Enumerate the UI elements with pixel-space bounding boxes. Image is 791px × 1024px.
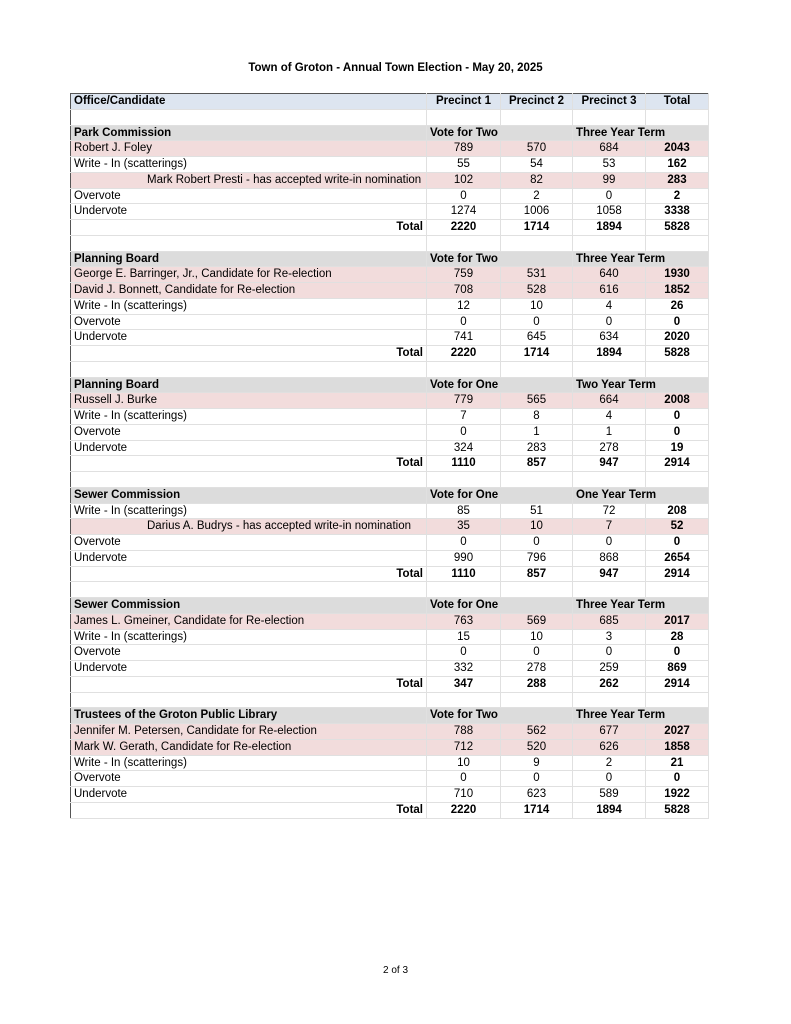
spacer-cell <box>71 109 427 125</box>
precinct-3-votes: 72 <box>573 503 646 519</box>
precinct-2-votes: 8 <box>501 409 573 425</box>
result-row <box>71 787 709 803</box>
header-office-candidate: Office/Candidate <box>71 94 427 110</box>
precinct-2-votes: 54 <box>501 157 573 173</box>
precinct-3-votes: 278 <box>573 440 646 456</box>
precinct-2-votes: 9 <box>501 755 573 771</box>
result-row <box>71 424 709 440</box>
total-votes: 0 <box>646 409 709 425</box>
precinct-3-total: 1894 <box>573 220 646 236</box>
spacer-cell <box>573 361 646 377</box>
precinct-1-votes: 788 <box>427 724 501 740</box>
spacer-row <box>71 235 709 251</box>
precinct-1-votes: 0 <box>427 535 501 551</box>
spacer-cell <box>646 692 709 708</box>
total-votes: 2043 <box>646 141 709 157</box>
total-votes: 1922 <box>646 787 709 803</box>
precinct-3-votes: 634 <box>573 330 646 346</box>
candidate-name: George E. Barringer, Jr., Candidate for Re-election <box>71 267 427 283</box>
precinct-2-votes: 51 <box>501 503 573 519</box>
total-row <box>71 220 709 236</box>
precinct-3-votes: 7 <box>573 519 646 535</box>
result-row <box>71 283 709 299</box>
precinct-2-votes: 10 <box>501 519 573 535</box>
spacer-cell <box>427 109 501 125</box>
precinct-2-votes: 1006 <box>501 204 573 220</box>
office-name: Park Commission <box>71 125 427 141</box>
total-votes: 208 <box>646 503 709 519</box>
total-votes: 19 <box>646 440 709 456</box>
total-votes: 0 <box>646 771 709 787</box>
precinct-3-votes: 685 <box>573 613 646 629</box>
term: Three Year Term <box>573 598 709 614</box>
spacer-cell <box>573 582 646 598</box>
precinct-2-votes: 0 <box>501 771 573 787</box>
spacer-cell <box>646 109 709 125</box>
precinct-3-total: 262 <box>573 676 646 692</box>
spacer-row <box>71 692 709 708</box>
precinct-2-votes: 531 <box>501 267 573 283</box>
page-title: Town of Groton - Annual Town Election - May 20, 2025 <box>248 62 543 74</box>
total-row <box>71 566 709 582</box>
precinct-3-votes: 0 <box>573 314 646 330</box>
precinct-2-votes: 82 <box>501 172 573 188</box>
result-row <box>71 645 709 661</box>
total-votes: 26 <box>646 298 709 314</box>
candidate-name: Darius A. Budrys - has accepted write-in nomination <box>71 519 427 535</box>
header-precinct-1: Precinct 1 <box>427 94 501 110</box>
total-label: Total <box>71 802 427 818</box>
result-row <box>71 440 709 456</box>
precinct-2-votes: 0 <box>501 314 573 330</box>
precinct-3-total: 947 <box>573 566 646 582</box>
header-precinct-3: Precinct 3 <box>573 94 646 110</box>
candidate-name: Russell J. Burke <box>71 393 427 409</box>
precinct-1-total: 2220 <box>427 346 501 362</box>
candidate-name: Jennifer M. Petersen, Candidate for Re-election <box>71 724 427 740</box>
total-row <box>71 676 709 692</box>
result-row <box>71 172 709 188</box>
precinct-1-total: 1110 <box>427 456 501 472</box>
precinct-1-votes: 708 <box>427 283 501 299</box>
candidate-name: Undervote <box>71 440 427 456</box>
precinct-2-votes: 796 <box>501 550 573 566</box>
precinct-3-votes: 0 <box>573 645 646 661</box>
vote-for: Vote for One <box>427 487 573 503</box>
total-votes: 21 <box>646 755 709 771</box>
precinct-3-votes: 677 <box>573 724 646 740</box>
candidate-name: James L. Gmeiner, Candidate for Re-election <box>71 613 427 629</box>
precinct-1-votes: 741 <box>427 330 501 346</box>
spacer-cell <box>501 472 573 488</box>
grand-total: 5828 <box>646 346 709 362</box>
spacer-row <box>71 472 709 488</box>
section-header-row <box>71 125 709 141</box>
total-label: Total <box>71 346 427 362</box>
spacer-cell <box>427 472 501 488</box>
precinct-3-votes: 1058 <box>573 204 646 220</box>
candidate-name: Write - In (scatterings) <box>71 409 427 425</box>
precinct-2-votes: 278 <box>501 661 573 677</box>
candidate-name: Overvote <box>71 645 427 661</box>
precinct-2-votes: 520 <box>501 739 573 755</box>
precinct-1-votes: 0 <box>427 645 501 661</box>
precinct-3-votes: 589 <box>573 787 646 803</box>
precinct-2-votes: 562 <box>501 724 573 740</box>
spacer-cell <box>501 361 573 377</box>
candidate-name: Overvote <box>71 771 427 787</box>
candidate-name: Robert J. Foley <box>71 141 427 157</box>
spacer-cell <box>427 582 501 598</box>
precinct-1-votes: 759 <box>427 267 501 283</box>
total-votes: 0 <box>646 424 709 440</box>
total-votes: 0 <box>646 645 709 661</box>
office-name: Sewer Commission <box>71 487 427 503</box>
precinct-3-votes: 616 <box>573 283 646 299</box>
candidate-name: Undervote <box>71 330 427 346</box>
candidate-name: Mark Robert Presti - has accepted write-in nomination <box>71 172 427 188</box>
precinct-1-votes: 779 <box>427 393 501 409</box>
precinct-1-votes: 0 <box>427 424 501 440</box>
precinct-1-votes: 10 <box>427 755 501 771</box>
total-row <box>71 802 709 818</box>
spacer-cell <box>501 582 573 598</box>
election-results-table <box>70 93 709 819</box>
term: Three Year Term <box>573 251 709 267</box>
total-label: Total <box>71 676 427 692</box>
result-row <box>71 157 709 173</box>
precinct-2-votes: 10 <box>501 629 573 645</box>
precinct-3-votes: 664 <box>573 393 646 409</box>
candidate-name: Write - In (scatterings) <box>71 629 427 645</box>
term: Two Year Term <box>573 377 709 393</box>
spacer-cell <box>501 692 573 708</box>
spacer-cell <box>573 692 646 708</box>
vote-for: Vote for Two <box>427 251 573 267</box>
result-row <box>71 298 709 314</box>
spacer-cell <box>501 235 573 251</box>
header-precinct-2: Precinct 2 <box>501 94 573 110</box>
total-votes: 2020 <box>646 330 709 346</box>
precinct-3-votes: 626 <box>573 739 646 755</box>
result-row <box>71 330 709 346</box>
vote-for: Vote for One <box>427 377 573 393</box>
precinct-1-votes: 35 <box>427 519 501 535</box>
precinct-2-votes: 0 <box>501 645 573 661</box>
candidate-name: Write - In (scatterings) <box>71 503 427 519</box>
precinct-1-votes: 0 <box>427 188 501 204</box>
precinct-2-total: 1714 <box>501 346 573 362</box>
spacer-cell <box>646 361 709 377</box>
precinct-3-votes: 53 <box>573 157 646 173</box>
precinct-2-votes: 570 <box>501 141 573 157</box>
precinct-1-total: 1110 <box>427 566 501 582</box>
spacer-cell <box>573 472 646 488</box>
section-header-row <box>71 598 709 614</box>
total-votes: 3338 <box>646 204 709 220</box>
result-row <box>71 724 709 740</box>
total-label: Total <box>71 220 427 236</box>
total-votes: 2017 <box>646 613 709 629</box>
term: One Year Term <box>573 487 709 503</box>
result-row <box>71 188 709 204</box>
precinct-2-votes: 623 <box>501 787 573 803</box>
precinct-1-votes: 332 <box>427 661 501 677</box>
result-row <box>71 267 709 283</box>
grand-total: 2914 <box>646 676 709 692</box>
precinct-2-votes: 0 <box>501 535 573 551</box>
candidate-name: Overvote <box>71 424 427 440</box>
spacer-cell <box>71 582 427 598</box>
result-row <box>71 771 709 787</box>
candidate-name: Write - In (scatterings) <box>71 755 427 771</box>
precinct-1-votes: 0 <box>427 314 501 330</box>
spacer-cell <box>427 361 501 377</box>
result-row <box>71 204 709 220</box>
precinct-2-votes: 283 <box>501 440 573 456</box>
precinct-2-votes: 2 <box>501 188 573 204</box>
precinct-1-votes: 1274 <box>427 204 501 220</box>
precinct-1-votes: 990 <box>427 550 501 566</box>
total-votes: 1858 <box>646 739 709 755</box>
vote-for: Vote for Two <box>427 708 573 724</box>
candidate-name: Undervote <box>71 787 427 803</box>
precinct-3-votes: 4 <box>573 409 646 425</box>
precinct-1-total: 2220 <box>427 802 501 818</box>
office-name: Sewer Commission <box>71 598 427 614</box>
precinct-2-votes: 565 <box>501 393 573 409</box>
spacer-row <box>71 582 709 598</box>
header-row <box>71 94 709 110</box>
candidate-name: Undervote <box>71 550 427 566</box>
spacer-cell <box>71 692 427 708</box>
result-row <box>71 613 709 629</box>
precinct-2-total: 857 <box>501 456 573 472</box>
total-votes: 28 <box>646 629 709 645</box>
result-row <box>71 535 709 551</box>
term: Three Year Term <box>573 125 709 141</box>
total-votes: 1852 <box>646 283 709 299</box>
result-row <box>71 629 709 645</box>
precinct-2-votes: 10 <box>501 298 573 314</box>
total-label: Total <box>71 456 427 472</box>
total-row <box>71 346 709 362</box>
total-votes: 2 <box>646 188 709 204</box>
result-row <box>71 393 709 409</box>
section-header-row <box>71 251 709 267</box>
total-votes: 0 <box>646 314 709 330</box>
candidate-name: David J. Bonnett, Candidate for Re-election <box>71 283 427 299</box>
precinct-2-votes: 528 <box>501 283 573 299</box>
total-row <box>71 456 709 472</box>
candidate-name: Mark W. Gerath, Candidate for Re-election <box>71 739 427 755</box>
result-row <box>71 141 709 157</box>
total-label: Total <box>71 566 427 582</box>
grand-total: 5828 <box>646 802 709 818</box>
office-name: Planning Board <box>71 251 427 267</box>
precinct-3-total: 947 <box>573 456 646 472</box>
candidate-name: Undervote <box>71 661 427 677</box>
precinct-2-votes: 1 <box>501 424 573 440</box>
total-votes: 2008 <box>646 393 709 409</box>
spacer-cell <box>427 235 501 251</box>
candidate-name: Undervote <box>71 204 427 220</box>
result-row <box>71 739 709 755</box>
spacer-cell <box>573 235 646 251</box>
total-votes: 162 <box>646 157 709 173</box>
precinct-1-votes: 324 <box>427 440 501 456</box>
precinct-3-votes: 99 <box>573 172 646 188</box>
precinct-1-votes: 763 <box>427 613 501 629</box>
precinct-3-votes: 2 <box>573 755 646 771</box>
spacer-cell <box>71 361 427 377</box>
precinct-1-votes: 85 <box>427 503 501 519</box>
candidate-name: Overvote <box>71 314 427 330</box>
total-votes: 869 <box>646 661 709 677</box>
candidate-name: Overvote <box>71 535 427 551</box>
vote-for: Vote for One <box>427 598 573 614</box>
precinct-3-votes: 0 <box>573 535 646 551</box>
precinct-2-total: 1714 <box>501 220 573 236</box>
precinct-3-votes: 4 <box>573 298 646 314</box>
precinct-1-votes: 7 <box>427 409 501 425</box>
office-name: Trustees of the Groton Public Library <box>71 708 427 724</box>
grand-total: 2914 <box>646 456 709 472</box>
precinct-2-votes: 569 <box>501 613 573 629</box>
total-votes: 0 <box>646 535 709 551</box>
result-row <box>71 755 709 771</box>
precinct-1-votes: 102 <box>427 172 501 188</box>
total-votes: 52 <box>646 519 709 535</box>
vote-for: Vote for Two <box>427 125 573 141</box>
precinct-1-votes: 0 <box>427 771 501 787</box>
spacer-cell <box>501 109 573 125</box>
total-votes: 2027 <box>646 724 709 740</box>
precinct-1-votes: 712 <box>427 739 501 755</box>
spacer-cell <box>71 235 427 251</box>
header-total: Total <box>646 94 709 110</box>
result-row <box>71 503 709 519</box>
precinct-2-votes: 645 <box>501 330 573 346</box>
precinct-3-votes: 1 <box>573 424 646 440</box>
grand-total: 2914 <box>646 566 709 582</box>
total-votes: 2654 <box>646 550 709 566</box>
precinct-1-total: 347 <box>427 676 501 692</box>
precinct-1-votes: 15 <box>427 629 501 645</box>
precinct-3-votes: 0 <box>573 188 646 204</box>
result-row <box>71 661 709 677</box>
candidate-name: Write - In (scatterings) <box>71 298 427 314</box>
precinct-2-total: 288 <box>501 676 573 692</box>
total-votes: 283 <box>646 172 709 188</box>
precinct-3-total: 1894 <box>573 802 646 818</box>
grand-total: 5828 <box>646 220 709 236</box>
precinct-3-votes: 3 <box>573 629 646 645</box>
total-votes: 1930 <box>646 267 709 283</box>
precinct-1-votes: 55 <box>427 157 501 173</box>
precinct-3-votes: 868 <box>573 550 646 566</box>
precinct-1-votes: 789 <box>427 141 501 157</box>
spacer-cell <box>646 472 709 488</box>
spacer-cell <box>427 692 501 708</box>
precinct-3-votes: 259 <box>573 661 646 677</box>
precinct-3-votes: 684 <box>573 141 646 157</box>
result-row <box>71 519 709 535</box>
section-header-row <box>71 487 709 503</box>
spacer-cell <box>71 472 427 488</box>
spacer-cell <box>646 235 709 251</box>
precinct-3-votes: 640 <box>573 267 646 283</box>
spacer-row <box>71 361 709 377</box>
precinct-1-total: 2220 <box>427 220 501 236</box>
precinct-3-total: 1894 <box>573 346 646 362</box>
office-name: Planning Board <box>71 377 427 393</box>
precinct-1-votes: 710 <box>427 787 501 803</box>
spacer-cell <box>573 109 646 125</box>
page-number: 2 of 3 <box>382 965 409 976</box>
candidate-name: Write - In (scatterings) <box>71 157 427 173</box>
section-header-row <box>71 708 709 724</box>
result-row <box>71 314 709 330</box>
result-row <box>71 550 709 566</box>
precinct-2-total: 1714 <box>501 802 573 818</box>
precinct-3-votes: 0 <box>573 771 646 787</box>
precinct-1-votes: 12 <box>427 298 501 314</box>
spacer-row <box>71 109 709 125</box>
candidate-name: Overvote <box>71 188 427 204</box>
spacer-cell <box>646 582 709 598</box>
precinct-2-total: 857 <box>501 566 573 582</box>
term: Three Year Term <box>573 708 709 724</box>
result-row <box>71 409 709 425</box>
section-header-row <box>71 377 709 393</box>
